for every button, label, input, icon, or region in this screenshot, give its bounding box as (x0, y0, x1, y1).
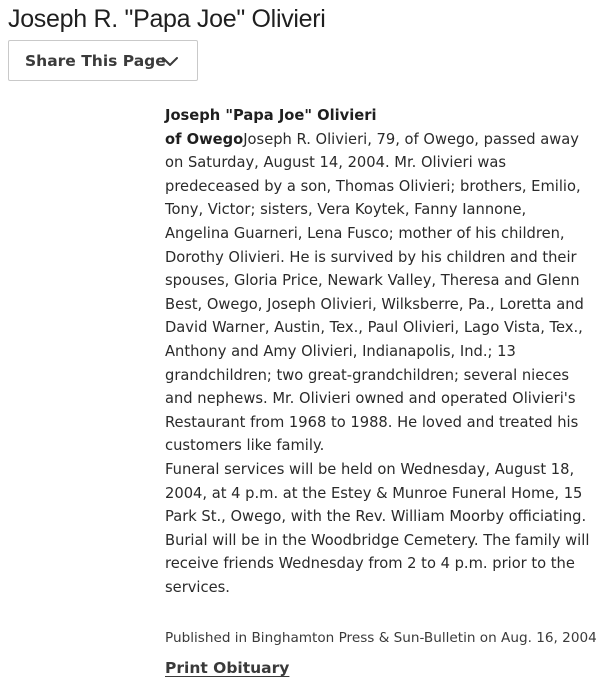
chevron-down-icon (161, 54, 179, 68)
obituary-heading-location: of Owego (165, 130, 244, 148)
obituary-heading-name: Joseph "Papa Joe" Olivieri (165, 107, 377, 124)
page-title: Joseph R. "Papa Joe" Olivieri (8, 5, 326, 33)
share-page-button[interactable] (8, 40, 198, 81)
obituary-paragraph-1: Joseph R. Olivieri, 79, of Owego, passed away on Saturday, August 14, 2004. Mr. Olivieri was predeceased by a son, Thomas Olivieri; brothers, Emilio, Tony, Victor; sisters, Vera Koytek, Fanny Iannone, Angelina Guarneri, Lena Fusco; mother of his children, Dorothy Olivieri. He is survived by his children and their spouses, Gloria Price, Newark Valley, Theresa and Glenn Best, Owego, Joseph Olivieri, Wilksberre, Pa., Loretta and David Warner, Austin, Tex., Paul Olivieri, Lago Vista, Tex., Anthony and Amy Olivieri, Indianapolis, Ind.; 13 grandchildren; two great-grandchildren; several nieces and nephews. Mr. Olivieri owned and operated Olivieri's Restaurant from 1968 to 1988. He loved and treated his customers like family. (165, 130, 584, 455)
print-obituary-link[interactable]: Print Obituary (165, 659, 290, 677)
share-page-label: Share This Page (25, 51, 166, 70)
published-info: Published in Binghamton Press & Sun-Bulletin on Aug. 16, 2004 (165, 630, 597, 646)
obituary-text (165, 104, 593, 599)
obituary-paragraph-2: Funeral services will be held on Wednesday, August 18, 2004, at 4 p.m. at the Estey & Munroe Funeral Home, 15 Park St., Owego, with the Rev. William Moorby officiating. Burial will be in the Woodbridge Cemetery. The family will receive friends Wednesday from 2 to 4 p.m. prior to the services. (165, 460, 590, 596)
